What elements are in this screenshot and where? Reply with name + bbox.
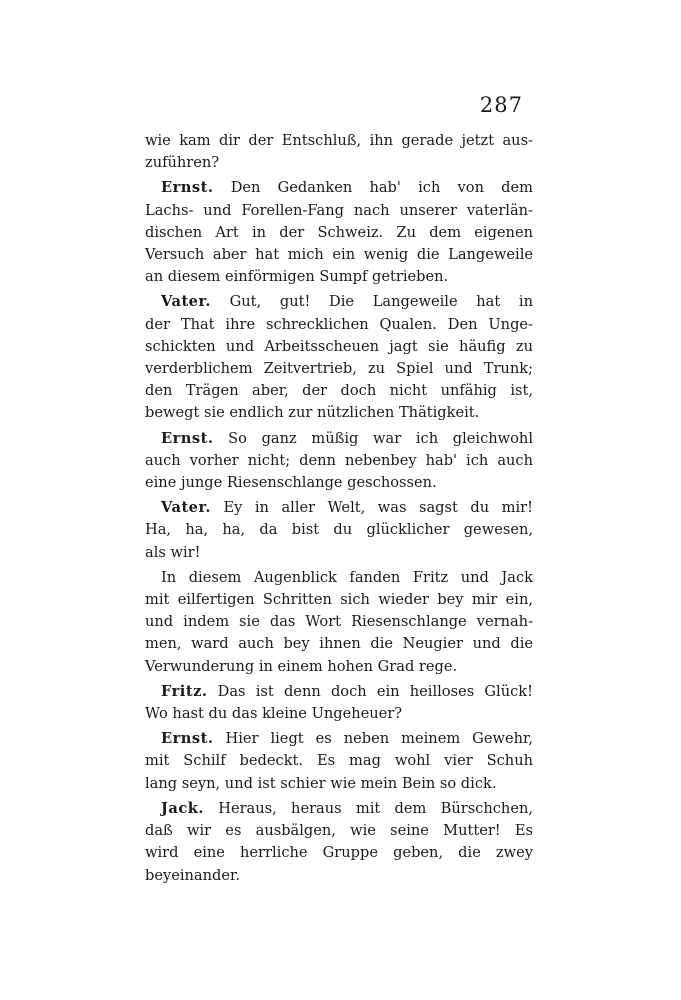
- speaker-name: Ernst.: [161, 730, 214, 748]
- paragraph: [145, 728, 533, 795]
- text-line: bewegt sie endlich zur nützlichen Thätigkeit.: [145, 404, 480, 422]
- body-text: [145, 130, 533, 887]
- text-line: [145, 728, 533, 750]
- text-line: und indem sie das Wort Riesenschlange vernah-: [145, 613, 533, 631]
- text-line: an diesem einförmigen Sumpf getrieben.: [145, 268, 449, 286]
- line-text: Ey in aller Welt, was sagst du mir!: [223, 499, 534, 517]
- text-line: zuführen?: [145, 154, 220, 172]
- text-line: mit eilfertigen Schritten sich wieder bey mir ein,: [145, 591, 533, 609]
- text-line: [145, 681, 533, 703]
- line-text: Den Gedanken hab' ich von dem: [230, 179, 533, 197]
- line-text: Gut, gut! Die Langeweile hat in: [229, 293, 533, 311]
- text-line: Ha, ha, ha, da bist du glücklicher gewesen,: [145, 521, 533, 539]
- speaker-name: Vater.: [161, 499, 211, 517]
- text-line: eine junge Riesenschlange geschossen.: [145, 474, 437, 492]
- text-line: wird eine herrliche Gruppe geben, die zwey: [145, 844, 533, 862]
- line-text: So ganz müßig war ich gleichwohl: [228, 429, 533, 447]
- line-text: Hier liegt es neben meinem Gewehr,: [225, 730, 533, 748]
- paragraph: [145, 681, 533, 725]
- text-line: [145, 497, 533, 519]
- speaker-name: Vater.: [161, 293, 211, 311]
- text-line: daß wir es ausbälgen, wie seine Mutter! Es: [145, 822, 533, 840]
- text-line: Lachs- und Forellen-Fang nach unserer vaterlän-: [145, 201, 533, 219]
- paragraph: [145, 497, 533, 564]
- paragraph: [145, 798, 533, 887]
- line-text: Heraus, heraus mit dem Bürschchen,: [218, 799, 534, 817]
- text-line: dischen Art in der Schweiz. Zu dem eigenen: [145, 223, 533, 241]
- text-line: Verwunderung in einem hohen Grad rege.: [145, 657, 458, 675]
- page-number: 287: [479, 93, 523, 117]
- text-line: lang seyn, und ist schier wie mein Bein so dick.: [145, 774, 497, 792]
- text-line: wie kam dir der Entschluß, ihn gerade jetzt aus-: [145, 132, 533, 149]
- text-line: [145, 428, 533, 450]
- text-line: beyeinander.: [145, 866, 241, 884]
- speaker-name: Ernst.: [161, 179, 214, 197]
- text-line: schickten und Arbeitsscheuen jagt sie häufig zu: [145, 337, 533, 355]
- text-line: [145, 798, 533, 820]
- paragraph: [145, 291, 533, 424]
- text-line: [145, 177, 533, 199]
- text-line: Wo hast du das kleine Ungeheuer?: [145, 705, 403, 723]
- text-line: men, ward auch bey ihnen die Neugier und die: [145, 635, 533, 653]
- text-line: der That ihre schrecklichen Qualen. Den Unge-: [145, 315, 533, 333]
- paragraph: [145, 567, 533, 678]
- text-line: [145, 291, 533, 313]
- paragraph: [145, 428, 533, 495]
- speaker-name: Ernst.: [161, 429, 214, 447]
- speaker-name: Jack.: [161, 799, 204, 817]
- text-line: auch vorher nicht; denn nebenbey hab' ich auch: [145, 451, 533, 469]
- paragraph: [145, 130, 533, 174]
- line-text: Das ist denn doch ein heilloses Glück!: [217, 682, 533, 700]
- text-line: verderblichem Zeitvertrieb, zu Spiel und Trunk;: [145, 360, 533, 378]
- speaker-name: Fritz.: [161, 682, 208, 700]
- text-line: den Trägen aber, der doch nicht unfähig ist,: [145, 382, 533, 400]
- text-line: mit Schilf bedeckt. Es mag wohl vier Schuh: [145, 752, 533, 770]
- text-line: Versuch aber hat mich ein wenig die Langeweile: [145, 246, 533, 264]
- text-line: In diesem Augenblick fanden Fritz und Jack: [161, 568, 533, 586]
- paragraph: [145, 177, 533, 288]
- text-line: als wir!: [145, 543, 201, 561]
